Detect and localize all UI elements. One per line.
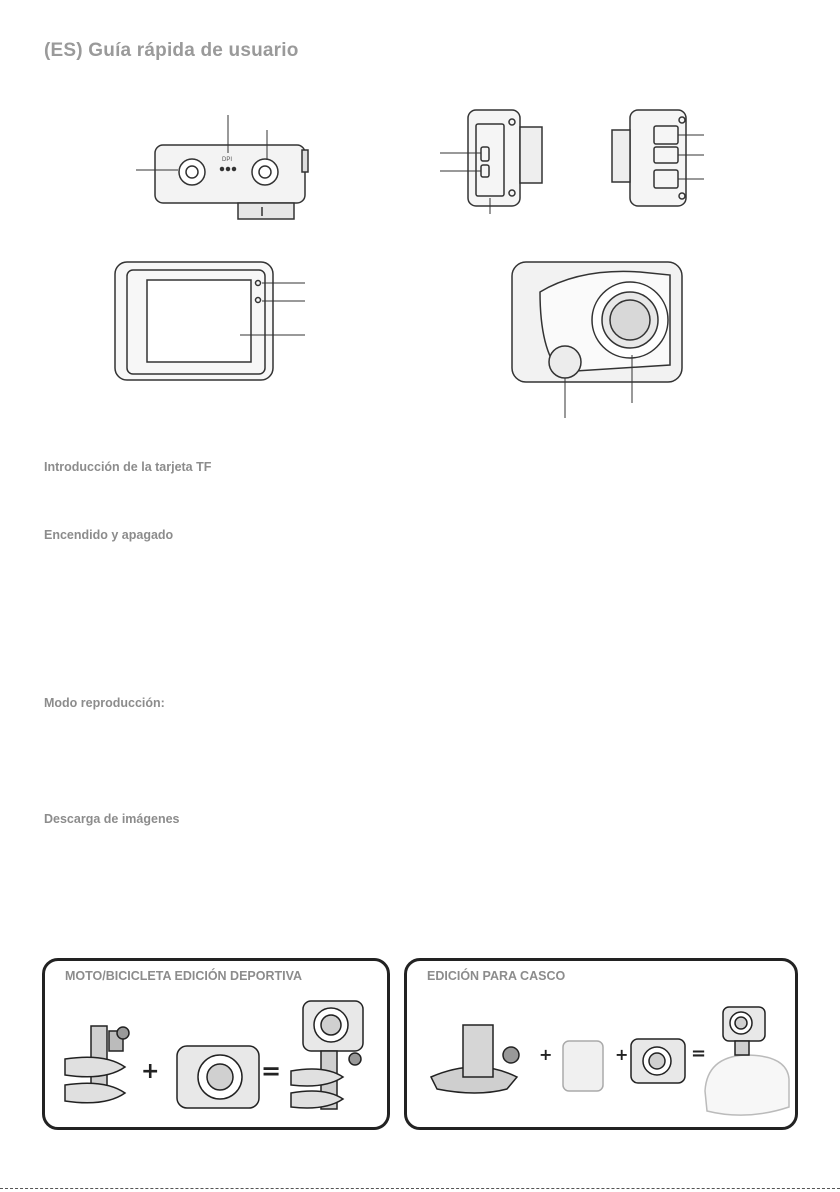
helmet-equals-sign: = bbox=[691, 1043, 707, 1064]
moto-mount-box bbox=[42, 958, 390, 1130]
camera-side-view-buttons bbox=[612, 110, 704, 206]
helmet-mount-title: EDICIÓN PARA CASCO bbox=[427, 969, 566, 983]
camera-top-view bbox=[136, 115, 308, 219]
page-bottom-divider bbox=[0, 1188, 840, 1189]
helmet-mount-box bbox=[404, 958, 798, 1130]
moto-plus-sign: + bbox=[141, 1059, 160, 1084]
helmet-mount-image bbox=[407, 961, 795, 1127]
helmet-plus-sign-2: + bbox=[615, 1045, 629, 1064]
helmet-plus-sign-1: + bbox=[539, 1045, 553, 1064]
handlebar-mount-image bbox=[45, 961, 385, 1121]
camera-back-view bbox=[115, 262, 305, 380]
moto-equals-sign: = bbox=[261, 1057, 282, 1085]
page-title: (ES) Guía rápida de usuario bbox=[44, 40, 299, 61]
camera-diagrams bbox=[0, 0, 840, 440]
camera-side-view-ports bbox=[440, 110, 542, 214]
heading-tf-card: Introducción de la tarjeta TF bbox=[44, 460, 212, 474]
moto-mount-title: MOTO/BICICLETA EDICIÓN DEPORTIVA bbox=[65, 969, 303, 983]
heading-power: Encendido y apagado bbox=[44, 528, 174, 542]
camera-front-view bbox=[512, 262, 682, 418]
dpi-label: DPI bbox=[222, 157, 233, 163]
heading-download: Descarga de imágenes bbox=[44, 812, 180, 826]
heading-playback: Modo reproducción: bbox=[44, 696, 165, 710]
